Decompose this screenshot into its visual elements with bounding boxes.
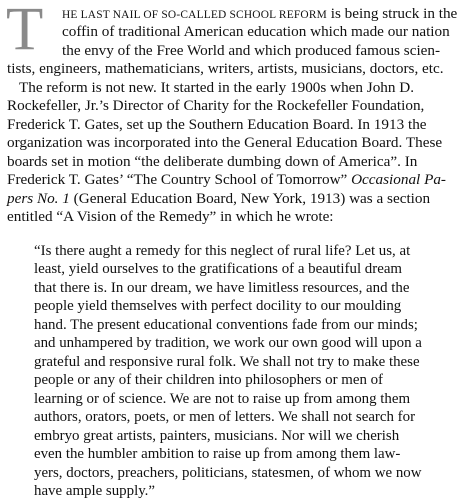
- p1-line-1: [62, 5, 463, 24]
- quote-line: grateful and responsive rural folk. We shall not try to make these: [34, 354, 420, 370]
- p2-line-2: Rockefeller, Jr.’s Director of Charity for the Rockefeller Foundation,: [7, 97, 425, 114]
- p2-line-4: organization was incorporated into the General Education Board. These: [7, 134, 443, 151]
- p2-line-3: Frederick T. Gates, set up the Southern Education Board. In 1913 the: [7, 116, 427, 133]
- quote-line: least, yield ourselves to the gratifications of a beautiful dream: [34, 261, 403, 277]
- p2-line-5: boards set in motion “the deliberate dumbing down of America”. In: [7, 153, 418, 170]
- p1-line-3: the envy of the Free World and which produced famous scien-: [62, 42, 441, 59]
- quote-line: “Is there aught a remedy for this neglect of rural life? Let us, at: [34, 243, 411, 259]
- quote-line: that there is. In our dream, we have limitless resources, and the: [34, 280, 410, 296]
- quote-line: even the humbler ambition to raise up from among them law-: [34, 446, 401, 462]
- p2-line-6: [7, 171, 463, 188]
- quote-line: have ample supply.”: [34, 483, 156, 499]
- quote-line: people or any of their children into philosophers or men of: [34, 372, 384, 388]
- italic-title-cont: pers No. 1: [7, 190, 70, 207]
- quote-line: and unhampered by tradition, we work our own good will upon a: [34, 335, 422, 351]
- p2-line-1: The reform is not new. It started in the early 1900s when John D.: [19, 79, 415, 96]
- p1-line-2: coffin of traditional American education which made our nation: [62, 23, 450, 40]
- p1-line-1-rest: is being struck in the: [326, 5, 458, 22]
- p2-line-6-text: Frederick T. Gates’ “The Country School of Tomorrow”: [7, 171, 352, 188]
- quote-line: yers, doctors, preachers, politicians, statesmen, of whom we now: [34, 465, 422, 481]
- p2-line-8: entitled “A Vision of the Remedy” in which he wrote:: [7, 208, 334, 225]
- p2-line-7: [7, 190, 463, 207]
- p1-line-4: tists, engineers, mathematicians, writers, artists, musicians, doctors, etc.: [7, 60, 444, 77]
- italic-title: Occasional Pa-: [351, 171, 446, 188]
- quote-line: people yield themselves with perfect docility to our moulding: [34, 298, 402, 314]
- p1-smallcaps-lead: HE LAST NAIL OF SO-CALLED SCHOOL REFORM: [62, 9, 327, 21]
- quote-line: hand. The present educational conventions fade from our minds;: [34, 317, 418, 333]
- drop-cap: T: [6, 0, 44, 63]
- quote-line: authors, orators, poets, or men of letters. We shall not search for: [34, 409, 416, 425]
- quote-line: embryo great artists, painters, musicians. Nor will we cherish: [34, 428, 400, 444]
- p2-line-7-text: (General Education Board, New York, 1913) was a section: [69, 190, 431, 207]
- quote-line: learning or of science. We are not to raise up from among them: [34, 391, 411, 407]
